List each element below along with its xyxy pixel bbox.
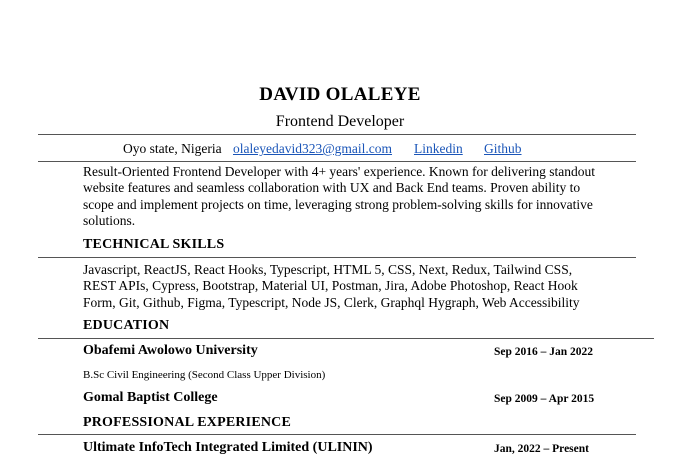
experience-heading: PROFESSIONAL EXPERIENCE xyxy=(83,415,292,430)
skills-list: Javascript, ReactJS, React Hooks, Typescript, HTML 5, CSS, Next, Redux, Tailwind CSS, REST APIs, Cypress, Bootstrap, Material UI, Postman, Jira, Adobe Photoshop, React Hook Form, Git, Github, Figma, Typescript, Node JS, Clerk, Graphql Hygraph, Web Accessibility xyxy=(83,262,580,310)
divider xyxy=(38,134,636,135)
candidate-name: DAVID OLALEYE xyxy=(259,84,421,105)
school-name: Gomal Baptist College xyxy=(83,390,218,405)
divider xyxy=(38,257,636,258)
school-name: Obafemi Awolowo University xyxy=(83,343,258,358)
education-heading: EDUCATION xyxy=(83,318,170,333)
education-dates: Sep 2016 – Jan 2022 xyxy=(494,346,594,358)
linkedin-link[interactable]: Linkedin xyxy=(414,141,463,156)
degree-text: B.Sc Civil Engineering (Second Class Upper Division) xyxy=(83,369,326,381)
email-link[interactable]: olaleyedavid323@gmail.com xyxy=(233,141,393,156)
divider xyxy=(38,338,654,339)
experience-dates: Jan, 2022 – Present xyxy=(494,443,589,455)
divider xyxy=(38,161,636,162)
github-link[interactable]: Github xyxy=(484,141,522,156)
education-dates: Sep 2009 – Apr 2015 xyxy=(494,393,595,405)
company-name: Ultimate InfoTech Integrated Limited (ULININ) xyxy=(83,440,373,455)
job-title: Frontend Developer xyxy=(275,113,405,130)
divider xyxy=(38,434,636,435)
professional-summary: Result-Oriented Frontend Developer with 4+ years' experience. Known for delivering standout website features and seamless collaboration with UX and Back End teams. Proven ability to scope and implement projects on time, leveraging strong problem-solving skills for innovative solutions. xyxy=(83,164,596,228)
skills-heading: TECHNICAL SKILLS xyxy=(83,237,225,252)
location-text: Oyo state, Nigeria xyxy=(123,141,222,156)
